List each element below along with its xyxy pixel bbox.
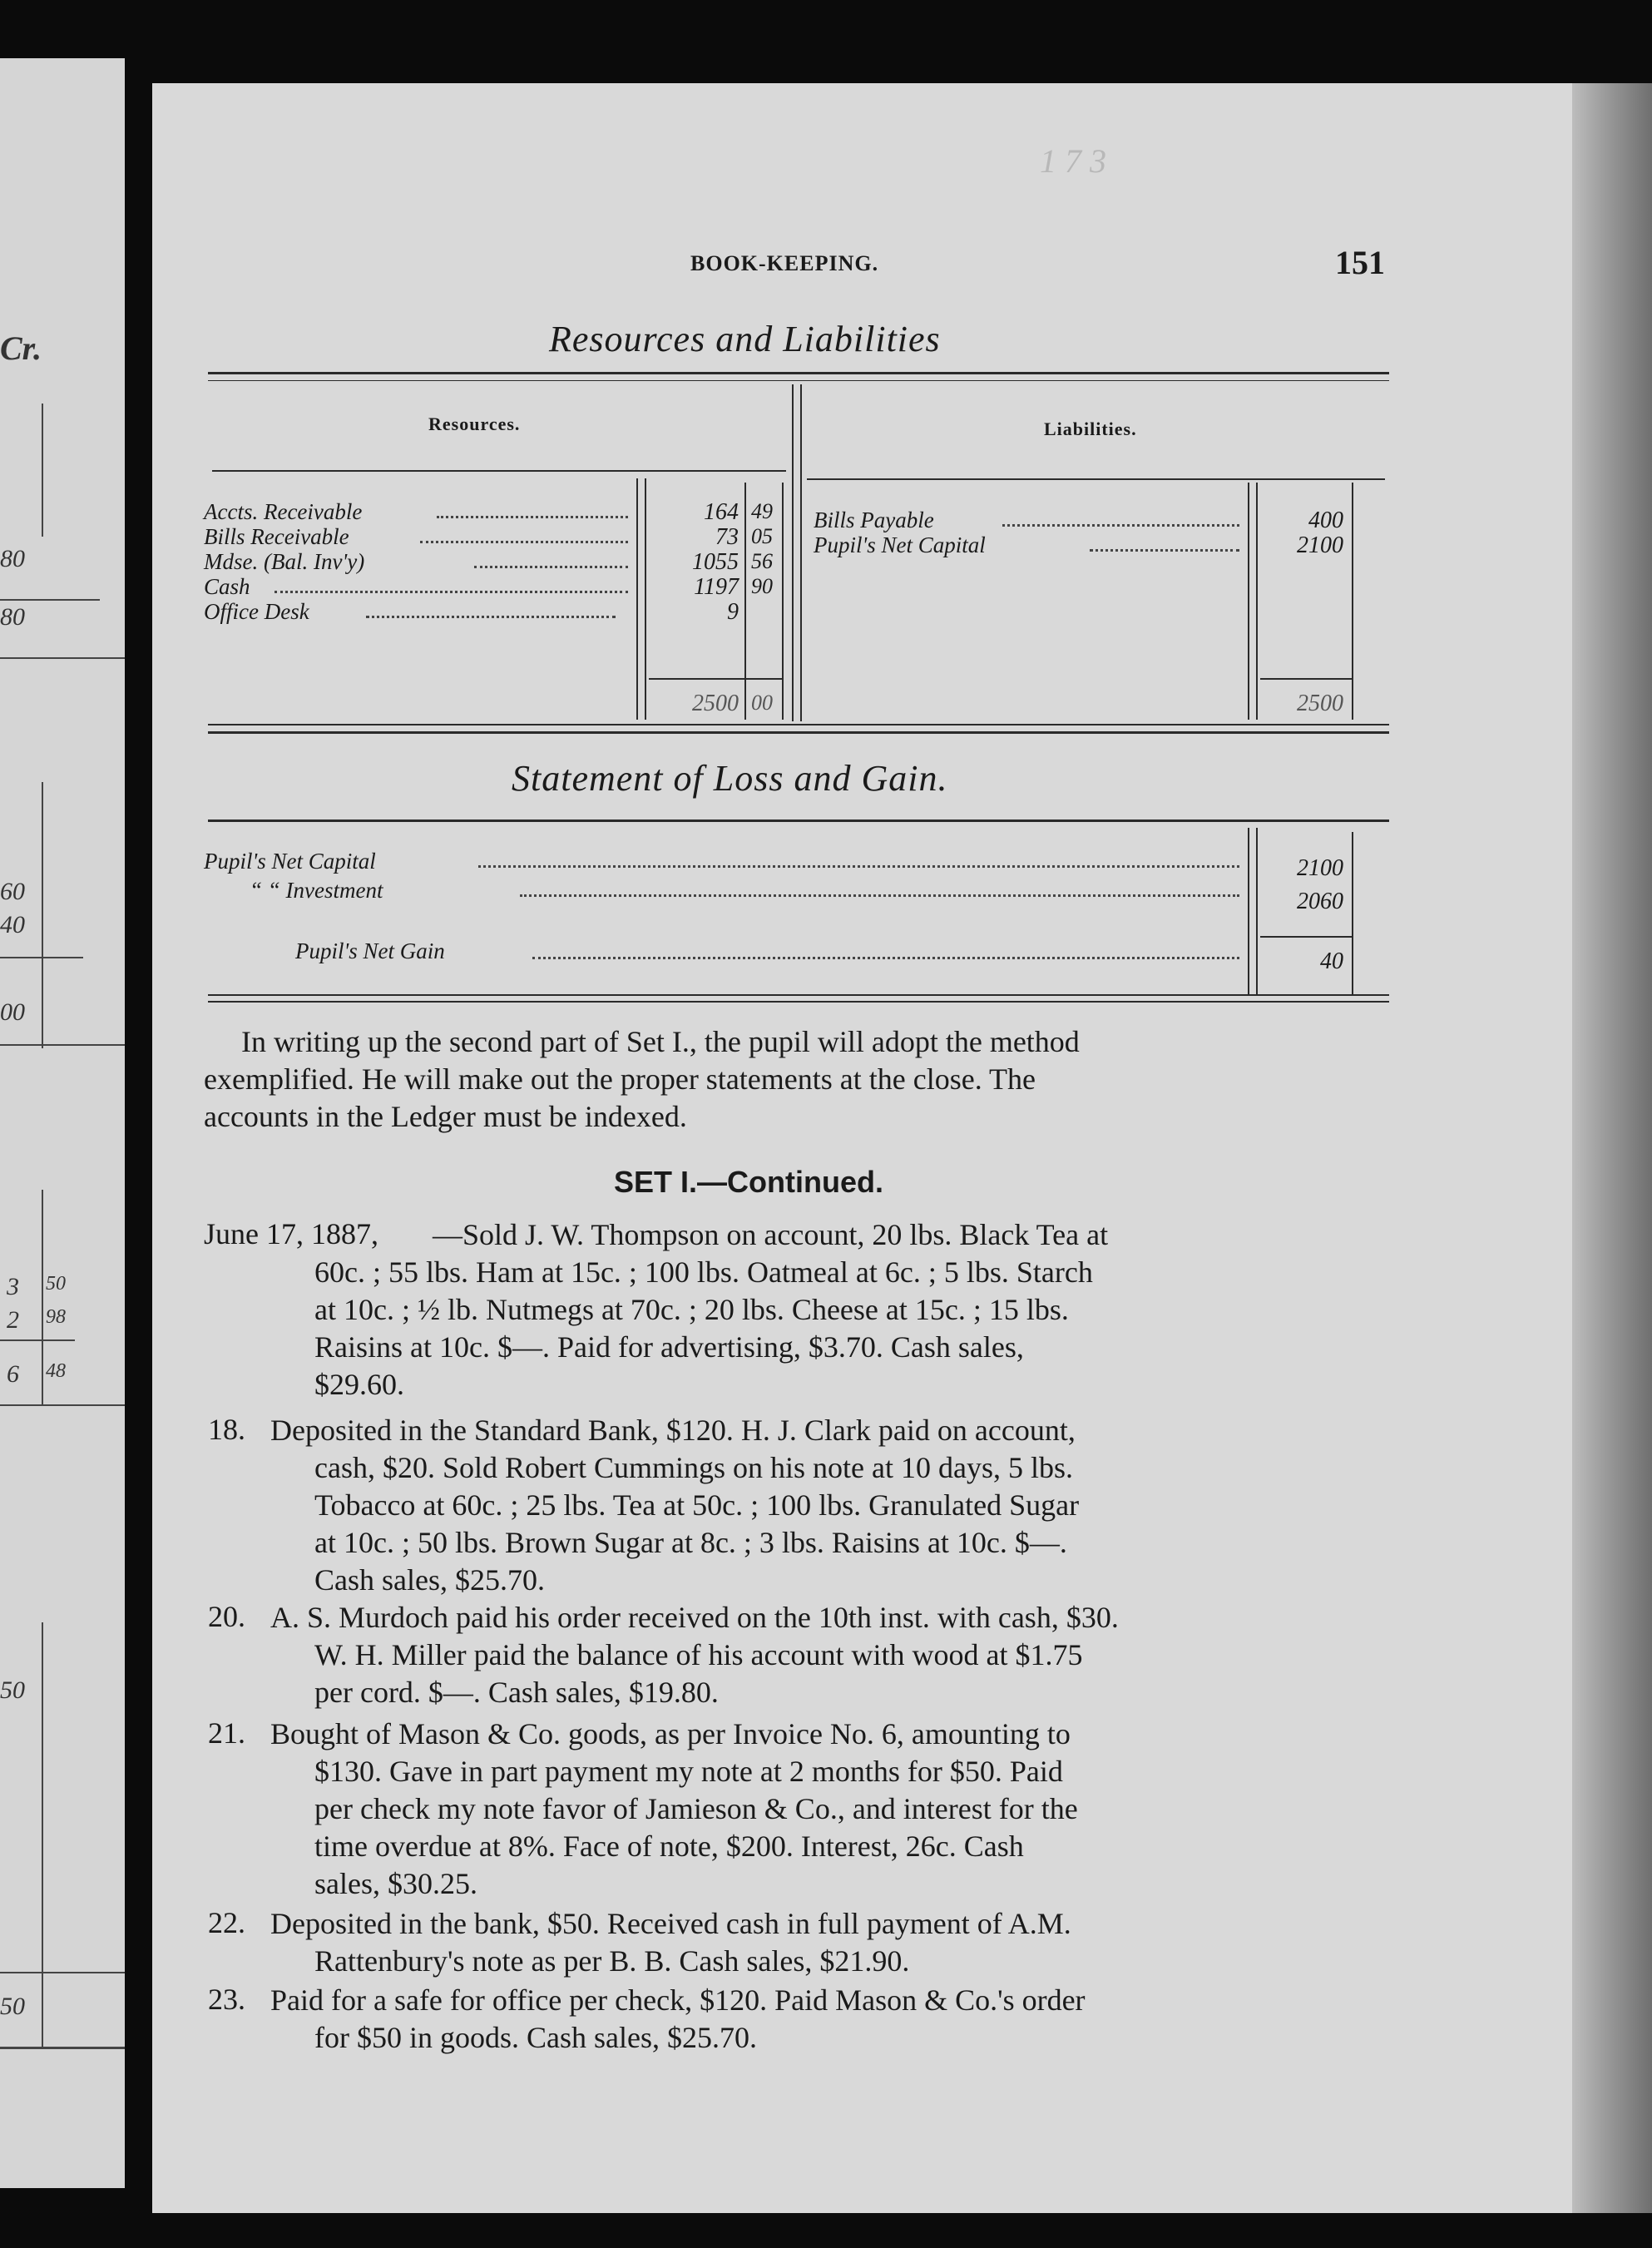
value-column-rule: [1256, 828, 1258, 994]
fragment-rule: [0, 657, 125, 659]
fragment-value: 98: [46, 1306, 66, 1328]
value-cents-rule: [1352, 832, 1353, 994]
loss-gain-value: 2060: [1297, 889, 1343, 914]
running-head: BOOK-KEEPING.: [690, 251, 879, 275]
table-top-rule: [208, 372, 1389, 374]
resource-label: Office Desk: [204, 599, 309, 624]
cents-column-rule: [782, 483, 784, 720]
fragment-value: 6: [7, 1360, 19, 1388]
resource-label: Accts. Receivable: [204, 499, 363, 524]
entry-line: 60c. ; 55 lbs. Ham at 15c. ; 100 lbs. Oatmeal at 6c. ; 5 lbs. Starch: [314, 1255, 1093, 1289]
entry-line: Tobacco at 60c. ; 25 lbs. Tea at 50c. ; 100 lbs. Granulated Sugar: [314, 1488, 1080, 1522]
entry-line: $29.60.: [314, 1368, 404, 1401]
cr-header: Cr.: [0, 329, 42, 367]
dollar-column-rule: [636, 478, 638, 720]
table-bottom-rule: [208, 731, 1389, 734]
dot-leader: [1090, 549, 1239, 552]
entry-line: $130. Gave in part payment my note at 2 months for $50. Paid: [314, 1755, 1063, 1788]
center-double-rule: [792, 384, 794, 721]
header-rule: [212, 470, 786, 472]
set-heading: SET I.—Continued.: [614, 1165, 883, 1199]
resource-label: Mdse. (Bal. Inv'y): [204, 549, 365, 574]
resource-cents: 90: [751, 574, 773, 598]
fragment-value: 50: [0, 1993, 25, 2020]
subtotal-rule: [1260, 936, 1352, 938]
entry-line: Deposited in the bank, $50. Received cash in full payment of A.M.: [270, 1907, 1071, 1940]
header-rule: [807, 478, 1385, 480]
resource-dollars: 9: [727, 599, 739, 625]
dot-leader: [478, 865, 1239, 868]
fragment-value: 40: [0, 911, 25, 938]
dot-leader: [366, 616, 616, 618]
fragment-rule: [42, 404, 43, 537]
dollar-column-rule: [645, 478, 646, 720]
entry-date: June 17, 1887,: [204, 1217, 378, 1250]
fragment-rule: [0, 1972, 125, 1973]
fragment-value: 80: [0, 603, 25, 631]
dot-leader: [420, 541, 628, 543]
loss-gain-value: 2100: [1297, 855, 1343, 881]
resource-cents: 56: [751, 549, 773, 573]
entry-line: for $50 in goods. Cash sales, $25.70.: [314, 2021, 757, 2054]
entry-line: Raisins at 10c. $—. Paid for advertising, $3.70. Cash sales,: [314, 1330, 1024, 1364]
fragment-rule: [42, 782, 43, 1048]
dot-leader: [275, 591, 628, 593]
table-bottom-rule: [208, 994, 1389, 996]
fragment-rule: [42, 1190, 43, 1406]
entry-date: 22.: [208, 1906, 245, 1939]
page-edge-shadow: [1572, 83, 1652, 2213]
page-number: 151: [1335, 244, 1385, 281]
entry-date: 21.: [208, 1716, 245, 1750]
cents-column-rule: [744, 483, 746, 720]
entry-line: per check my note favor of Jamieson & Co., and interest for the: [314, 1792, 1078, 1825]
resource-dollars: 73: [715, 524, 739, 550]
fragment-rule: [0, 2047, 125, 2049]
fragment-rule: [0, 1404, 125, 1406]
entry-line: cash, $20. Sold Robert Cummings on his note at 10 days, 5 lbs.: [314, 1451, 1073, 1484]
instruction-line: In writing up the second part of Set I., the pupil will adopt the method: [241, 1025, 1080, 1058]
dot-leader: [1002, 524, 1239, 527]
entry-line: Bought of Mason & Co. goods, as per Invoice No. 6, amounting to: [270, 1717, 1071, 1750]
loss-gain-title: Statement of Loss and Gain.: [512, 758, 948, 799]
resource-cents: 05: [751, 524, 773, 548]
value-column-rule: [1248, 828, 1249, 994]
dot-leader: [532, 957, 1239, 959]
loss-gain-label: Pupil's Net Capital: [204, 849, 376, 874]
dot-leader: [474, 566, 628, 568]
resource-dollars: 164: [704, 499, 739, 525]
liability-label: Bills Payable: [814, 508, 934, 532]
subtotal-rule: [649, 678, 782, 680]
resource-label: Cash: [204, 574, 250, 599]
dot-leader: [520, 894, 1239, 897]
resource-cents: 49: [751, 499, 773, 523]
entry-date: 18.: [208, 1413, 245, 1446]
loss-gain-value: 40: [1320, 948, 1343, 974]
fragment-rule: [0, 599, 100, 601]
loss-gain-label: “ “ Investment: [250, 878, 383, 903]
instruction-line: accounts in the Ledger must be indexed.: [204, 1100, 687, 1133]
fragment-value: 48: [46, 1360, 66, 1382]
table-bottom-rule: [208, 724, 1389, 725]
entry-line: W. H. Miller paid the balance of his account with wood at $1.75: [314, 1638, 1083, 1671]
liability-dollars: 2100: [1297, 532, 1343, 558]
fragment-value: 50: [46, 1273, 66, 1295]
pencil-mark: 1 7 3: [1040, 142, 1106, 180]
fragment-rule: [42, 1622, 43, 2047]
fragment-value: 00: [0, 998, 25, 1026]
liability-dollars: 400: [1308, 508, 1343, 533]
entry-line: Deposited in the Standard Bank, $120. H. J. Clark paid on account,: [270, 1414, 1076, 1447]
liab-column-rule: [1256, 483, 1258, 720]
fragment-rule: [0, 957, 83, 958]
fragment-value: 50: [0, 1676, 25, 1704]
liab-cents-rule: [1352, 483, 1353, 720]
resources-total-cents: 00: [751, 691, 773, 715]
entry-line: at 10c. ; ½ lb. Nutmegs at 70c. ; 20 lbs. Cheese at 15c. ; 15 lbs.: [314, 1293, 1069, 1326]
fragment-value: 3: [7, 1273, 19, 1300]
entry-line: at 10c. ; 50 lbs. Brown Sugar at 8c. ; 3 lbs. Raisins at 10c. $—.: [314, 1526, 1067, 1559]
resources-liabilities-title: Resources and Liabilities: [549, 319, 941, 359]
table-bottom-rule: [208, 1001, 1389, 1003]
center-double-rule: [800, 384, 802, 721]
resource-dollars: 1055: [692, 549, 739, 575]
resources-total-dollars: 2500: [692, 691, 739, 716]
entry-line: sales, $30.25.: [314, 1867, 477, 1900]
subtotal-rule: [1260, 678, 1352, 680]
entry-line: A. S. Murdoch paid his order received on the 10th inst. with cash, $30.: [270, 1601, 1119, 1634]
table-top-rule: [208, 380, 1389, 381]
liabilities-header: Liabilities.: [1044, 418, 1137, 439]
liability-label: Pupil's Net Capital: [814, 532, 986, 557]
entry-line: Cash sales, $25.70.: [314, 1563, 545, 1597]
entry-line: Paid for a safe for office per check, $120. Paid Mason & Co.'s order: [270, 1983, 1086, 2017]
dot-leader: [437, 516, 628, 518]
resource-label: Bills Receivable: [204, 524, 349, 549]
instruction-line: exemplified. He will make out the proper statements at the close. The: [204, 1062, 1036, 1096]
entry-line: time overdue at 8%. Face of note, $200. Interest, 26c. Cash: [314, 1830, 1024, 1863]
table-top-rule: [208, 819, 1389, 822]
entry-date: 23.: [208, 1983, 245, 2016]
resource-dollars: 1197: [694, 574, 739, 600]
entry-line: Rattenbury's note as per B. B. Cash sales, $21.90.: [314, 1944, 910, 1978]
previous-page-fragment: [0, 58, 125, 2188]
fragment-value: 80: [0, 545, 25, 572]
fragment-value: 60: [0, 878, 25, 905]
loss-gain-label: Pupil's Net Gain: [295, 938, 445, 963]
entry-date: 20.: [208, 1600, 245, 1633]
entry-line: per cord. $—. Cash sales, $19.80.: [314, 1676, 719, 1709]
liab-column-rule: [1248, 483, 1249, 720]
liabilities-total-dollars: 2500: [1297, 691, 1343, 716]
fragment-rule: [0, 1339, 75, 1341]
entry-line: —Sold J. W. Thompson on account, 20 lbs. Black Tea at: [433, 1218, 1109, 1251]
fragment-rule: [0, 1044, 125, 1046]
resources-header: Resources.: [428, 413, 521, 434]
fragment-value: 2: [7, 1306, 19, 1334]
